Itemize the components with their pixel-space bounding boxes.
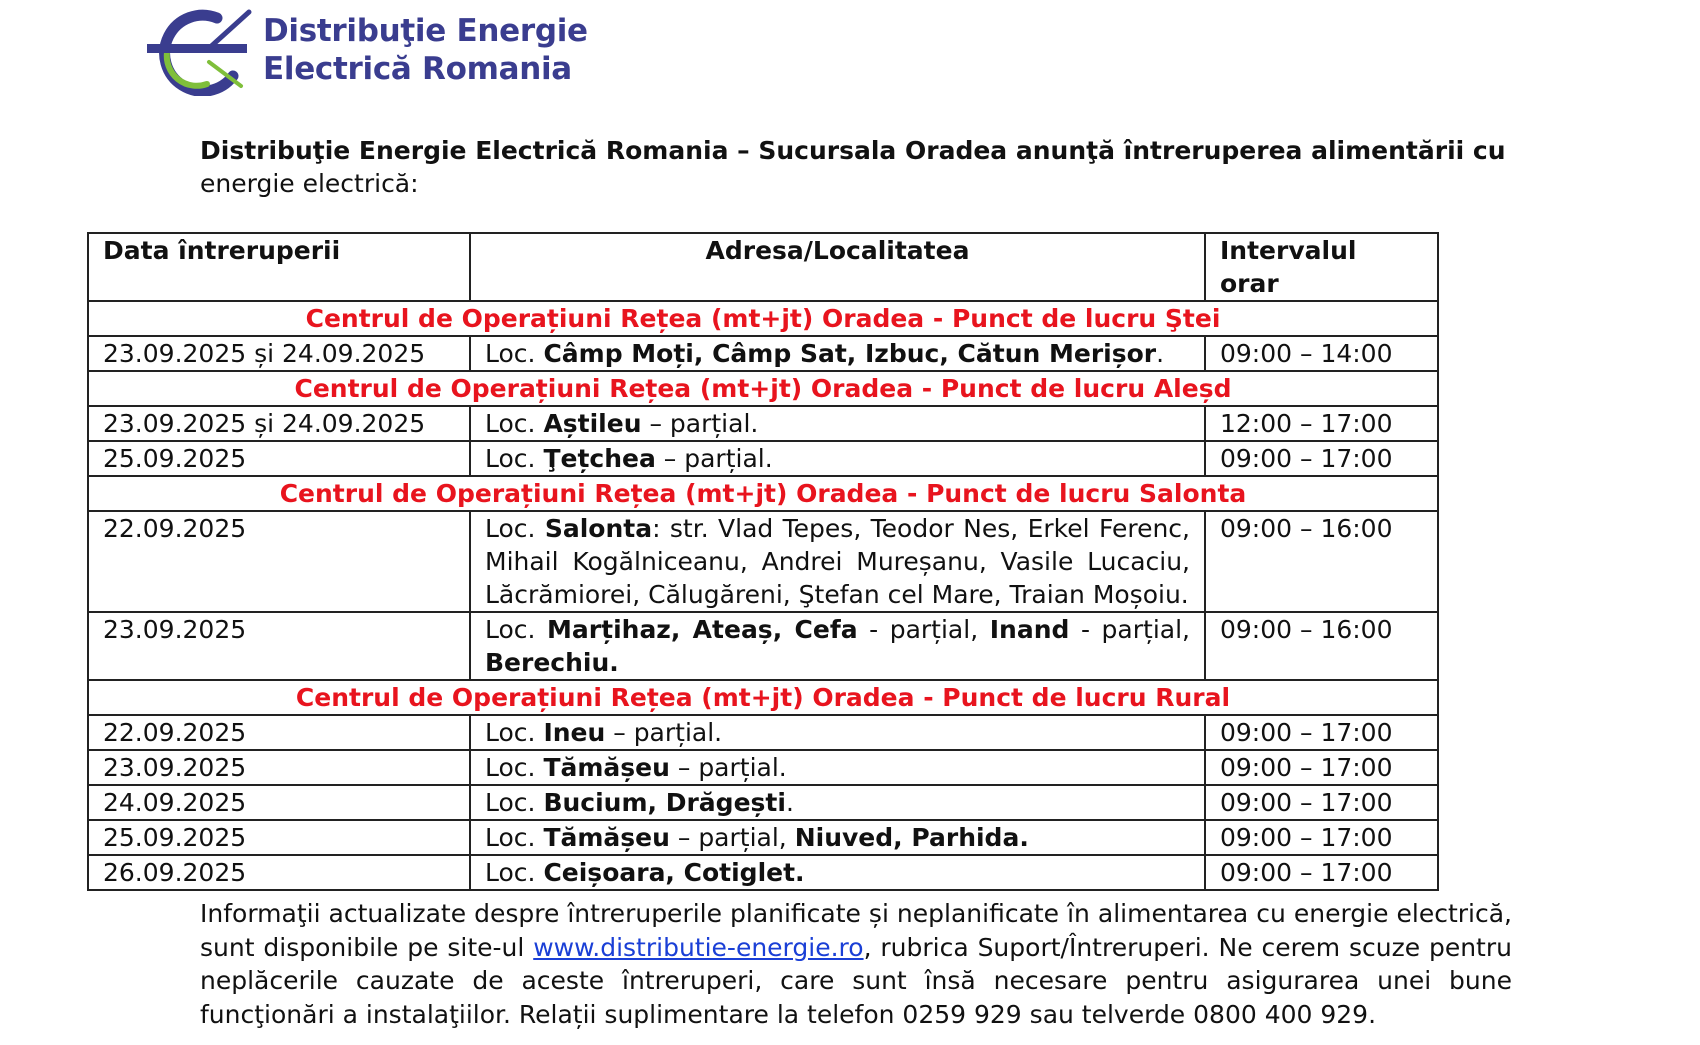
row-date: 23.09.2025: [88, 750, 470, 785]
intro-bold: Distribuţie Energie Electrică Romania – Sucursala Oradea anunţă întreruperea alimentării cu: [200, 136, 1506, 165]
row-date: 23.09.2025 și 24.09.2025: [88, 336, 470, 371]
row-address: Loc. Aștileu – parțial.: [470, 406, 1205, 441]
row-date: 25.09.2025: [88, 820, 470, 855]
row-interval: 09:00 – 17:00: [1205, 441, 1438, 476]
section-title-salonta: Centrul de Operațiuni Rețea (mt+jt) Oradea - Punct de lucru Salonta: [88, 476, 1438, 511]
section-title-rural: Centrul de Operațiuni Rețea (mt+jt) Oradea - Punct de lucru Rural: [88, 680, 1438, 715]
header-interval: Intervalul orar: [1205, 233, 1438, 301]
table-row: [88, 612, 1438, 680]
section-row: [88, 476, 1438, 511]
header-date: Data întreruperii: [88, 233, 470, 301]
table-row: [88, 511, 1438, 612]
row-date: 24.09.2025: [88, 785, 470, 820]
section-row: [88, 680, 1438, 715]
section-row: [88, 301, 1438, 336]
section-title-stei: Centrul de Operațiuni Rețea (mt+jt) Oradea - Punct de lucru Ştei: [88, 301, 1438, 336]
row-interval: 09:00 – 17:00: [1205, 715, 1438, 750]
table-header-row: [88, 233, 1438, 301]
logo-emblem-icon: [145, 6, 255, 96]
header-address: Adresa/Localitatea: [470, 233, 1205, 301]
row-interval: 09:00 – 16:00: [1205, 612, 1438, 680]
table-row: [88, 406, 1438, 441]
row-address: Loc. Tămășeu – parțial.: [470, 750, 1205, 785]
footer-text-2: , rubrica Suport/Întreruperi. Ne cerem scuze pentru neplăcerile cauzate de aceste întreruperi, care sunt însă necesare pentru asigurarea unei bune funcţionări a instalaţiilor. Relații suplimentare la telefon 0259 929 sau telverde 0800 400 929.: [200, 932, 1512, 1029]
table-row: [88, 441, 1438, 476]
row-address: Loc. Ţețchea – parțial.: [470, 441, 1205, 476]
row-address: Loc. Ineu – parțial.: [470, 715, 1205, 750]
company-logo: [145, 6, 605, 96]
row-interval: 09:00 – 16:00: [1205, 511, 1438, 612]
row-address: Loc. Salonta: str. Vlad Tepes, Teodor Nes, Erkel Ferenc, Mihail Kogălniceanu, Andrei Mureșanu, Vasile Lucaciu, Lăcrămiorei, Călugăreni, Ştefan cel Mare, Traian Moșoiu.: [470, 511, 1205, 612]
row-address: Loc. Tămășeu – parțial, Niuved, Parhida.: [470, 820, 1205, 855]
section-title-alesd: Centrul de Operațiuni Rețea (mt+jt) Oradea - Punct de lucru Aleșd: [88, 371, 1438, 406]
row-date: 23.09.2025: [88, 612, 470, 680]
row-date: 25.09.2025: [88, 441, 470, 476]
row-address: Loc. Marțihaz, Ateaș, Cefa - parțial, Inand - parțial, Berechiu.: [470, 612, 1205, 680]
row-interval: 09:00 – 17:00: [1205, 785, 1438, 820]
row-date: 26.09.2025: [88, 855, 470, 890]
table-row: [88, 715, 1438, 750]
section-row: [88, 371, 1438, 406]
row-interval: 09:00 – 17:00: [1205, 750, 1438, 785]
row-interval: 12:00 – 17:00: [1205, 406, 1438, 441]
row-interval: 09:00 – 14:00: [1205, 336, 1438, 371]
row-date: 23.09.2025 și 24.09.2025: [88, 406, 470, 441]
table-row: [88, 750, 1438, 785]
row-date: 22.09.2025: [88, 511, 470, 612]
row-interval: 09:00 – 17:00: [1205, 820, 1438, 855]
row-address: Loc. Bucium, Drăgești.: [470, 785, 1205, 820]
table-row: [88, 855, 1438, 890]
table-row: [88, 820, 1438, 855]
row-interval: 09:00 – 17:00: [1205, 855, 1438, 890]
row-date: 22.09.2025: [88, 715, 470, 750]
row-address: Loc. Câmp Moți, Câmp Sat, Izbuc, Cătun Merișor.: [470, 336, 1205, 371]
intro-rest: energie electrică:: [200, 169, 419, 198]
announcement-intro: [200, 134, 1530, 200]
table-row: [88, 785, 1438, 820]
logo-line-1: Distribuţie Energie: [263, 13, 588, 49]
footer-text-1: Informaţii actualizate despre întreruperile planificate și neplanificate în alimentarea cu energie electrică, sunt disponibile pe site-ul: [200, 899, 1512, 962]
footer-note: [200, 897, 1512, 1031]
logo-wordmark: [263, 12, 588, 88]
table-row: [88, 336, 1438, 371]
row-address: Loc. Ceișoara, Cotiglet.: [470, 855, 1205, 890]
website-link[interactable]: www.distributie-energie.ro: [533, 932, 864, 962]
outage-schedule-table: [87, 232, 1439, 891]
logo-line-2: Electrică Romania: [263, 51, 572, 87]
